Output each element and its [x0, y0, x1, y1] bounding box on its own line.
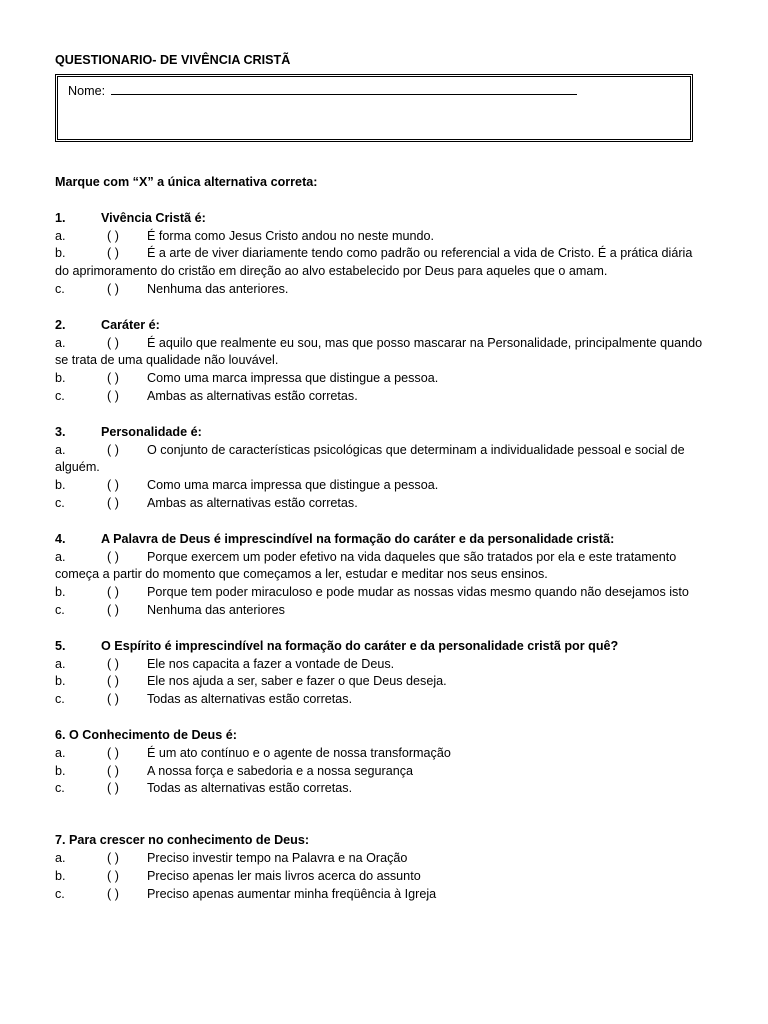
option-a — [55, 745, 707, 763]
option-text: Ele nos capacita a fazer a vontade de Deus. — [147, 656, 395, 671]
option-a — [55, 850, 707, 868]
answer-checkbox[interactable]: ( ) — [107, 602, 119, 617]
option-b — [55, 477, 707, 495]
option-b — [55, 763, 707, 781]
option-text: Porque exercem um poder efetivo na vida daqueles que são tratados por ela e este tratamento começa a partir do momento que começamos a ler, estudar e meditar nos seus ensinos. — [55, 549, 677, 582]
question-text: 6. O Conhecimento de Deus é: — [55, 727, 237, 742]
name-row — [68, 81, 680, 101]
question-text: A Palavra de Deus é imprescindível na formação do caráter e da personalidade cristã: — [101, 531, 615, 546]
option-letter: a. — [55, 228, 66, 243]
option-b — [55, 673, 707, 691]
option-text: Preciso apenas aumentar minha freqüência à Igreja — [147, 886, 437, 901]
answer-checkbox[interactable]: ( ) — [107, 692, 119, 707]
page-title: QUESTIONARIO- DE VIVÊNCIA CRISTÃ — [55, 53, 291, 67]
option-b — [55, 245, 707, 281]
option-letter: b. — [55, 868, 66, 883]
question-heading — [55, 317, 707, 335]
option-a — [55, 442, 707, 478]
option-letter: a. — [55, 745, 66, 760]
option-letter: c. — [55, 388, 65, 403]
name-box — [55, 74, 693, 142]
question-number: 1. — [55, 210, 66, 225]
option-c — [55, 780, 707, 798]
option-text: Todas as alternativas estão corretas. — [147, 781, 353, 796]
answer-checkbox[interactable]: ( ) — [107, 674, 119, 689]
question-text: 7. Para crescer no conhecimento de Deus: — [55, 833, 310, 848]
answer-checkbox[interactable]: ( ) — [107, 585, 119, 600]
answer-checkbox[interactable]: ( ) — [107, 388, 119, 403]
option-letter: b. — [55, 674, 66, 689]
option-letter: a. — [55, 442, 66, 457]
option-letter: a. — [55, 549, 66, 564]
question-number: 5. — [55, 638, 66, 653]
answer-checkbox[interactable]: ( ) — [107, 656, 119, 671]
option-text: É a arte de viver diariamente tendo como padrão ou referencial a vida de Cristo. É a prática diária do aprimoramento do cristão em direção ao alvo estabelecido por Deus para aqueles que o amam. — [55, 246, 693, 279]
option-a — [55, 549, 707, 585]
option-letter: c. — [55, 602, 65, 617]
option-c — [55, 691, 707, 709]
option-text: Ambas as alternativas estão corretas. — [147, 495, 358, 510]
question-6 — [55, 727, 707, 798]
question-text: Vivência Cristã é: — [101, 210, 206, 225]
option-letter: b. — [55, 585, 66, 600]
answer-checkbox[interactable]: ( ) — [107, 281, 119, 296]
option-c — [55, 495, 707, 513]
option-a — [55, 228, 707, 246]
question-heading — [55, 638, 707, 656]
question-4 — [55, 531, 707, 620]
option-text: Ambas as alternativas estão corretas. — [147, 388, 358, 403]
question-heading — [55, 832, 707, 850]
answer-checkbox[interactable]: ( ) — [107, 549, 119, 564]
option-text: Ele nos ajuda a ser, saber e fazer o que Deus deseja. — [147, 674, 447, 689]
option-letter: c. — [55, 692, 65, 707]
question-heading — [55, 210, 707, 228]
question-3 — [55, 424, 707, 513]
question-number: 2. — [55, 317, 66, 332]
option-letter: c. — [55, 781, 65, 796]
question-heading — [55, 424, 707, 442]
option-text: Preciso apenas ler mais livros acerca do assunto — [147, 868, 421, 883]
question-list — [55, 210, 707, 904]
option-text: É aquilo que realmente eu sou, mas que posso mascarar na Personalidade, principalmente quando se trata de uma qualidade não louvável. — [55, 335, 703, 368]
question-1 — [55, 210, 707, 299]
answer-checkbox[interactable]: ( ) — [107, 495, 119, 510]
option-letter: b. — [55, 371, 66, 386]
answer-checkbox[interactable]: ( ) — [107, 228, 119, 243]
answer-checkbox[interactable]: ( ) — [107, 335, 119, 350]
option-b — [55, 370, 707, 388]
option-c — [55, 281, 707, 299]
option-c — [55, 388, 707, 406]
option-c — [55, 602, 707, 620]
question-number: 4. — [55, 531, 66, 546]
question-heading — [55, 531, 707, 549]
question-number: 3. — [55, 424, 66, 439]
question-2 — [55, 317, 707, 406]
answer-checkbox[interactable]: ( ) — [107, 371, 119, 386]
option-a — [55, 335, 707, 371]
option-letter: c. — [55, 886, 65, 901]
option-text: Nenhuma das anteriores — [147, 602, 285, 617]
question-text: Caráter é: — [101, 317, 160, 332]
answer-checkbox[interactable]: ( ) — [107, 886, 119, 901]
answer-checkbox[interactable]: ( ) — [107, 850, 119, 865]
option-letter: a. — [55, 850, 66, 865]
question-text: O Espírito é imprescindível na formação do caráter e da personalidade cristã por quê? — [101, 638, 619, 653]
option-letter: c. — [55, 281, 65, 296]
name-field[interactable] — [111, 81, 577, 95]
option-b — [55, 868, 707, 886]
answer-checkbox[interactable]: ( ) — [107, 442, 119, 457]
option-c — [55, 886, 707, 904]
option-text: Nenhuma das anteriores. — [147, 281, 289, 296]
option-text: Todas as alternativas estão corretas. — [147, 692, 353, 707]
question-7 — [55, 832, 707, 903]
option-text: Como uma marca impressa que distingue a pessoa. — [147, 478, 439, 493]
question-5 — [55, 638, 707, 709]
option-letter: a. — [55, 656, 66, 671]
answer-checkbox[interactable]: ( ) — [107, 781, 119, 796]
answer-checkbox[interactable]: ( ) — [107, 745, 119, 760]
option-letter: c. — [55, 495, 65, 510]
answer-checkbox[interactable]: ( ) — [107, 478, 119, 493]
option-text: Porque tem poder miraculoso e pode mudar as nossas vidas mesmo quando não desejamos isto — [147, 585, 689, 600]
option-letter: b. — [55, 246, 66, 261]
option-text: Como uma marca impressa que distingue a pessoa. — [147, 371, 439, 386]
option-a — [55, 656, 707, 674]
name-label: Nome: — [68, 84, 106, 98]
document-page — [55, 50, 707, 903]
answer-checkbox[interactable]: ( ) — [107, 763, 119, 778]
option-letter: b. — [55, 478, 66, 493]
instruction: Marque com “X” a única alternativa correta: — [55, 175, 318, 189]
option-letter: b. — [55, 763, 66, 778]
answer-checkbox[interactable]: ( ) — [107, 868, 119, 883]
answer-checkbox[interactable]: ( ) — [107, 246, 119, 261]
option-b — [55, 584, 707, 602]
option-text: É um ato contínuo e o agente de nossa transformação — [147, 745, 451, 760]
option-text: O conjunto de características psicológicas que determinam a individualidade pessoal e social de alguém. — [55, 442, 685, 475]
question-text: Personalidade é: — [101, 424, 202, 439]
option-text: Preciso investir tempo na Palavra e na Oração — [147, 850, 408, 865]
question-heading — [55, 727, 707, 745]
option-text: A nossa força e sabedoria e a nossa segurança — [147, 763, 414, 778]
option-letter: a. — [55, 335, 66, 350]
option-text: É forma como Jesus Cristo andou no neste mundo. — [147, 228, 435, 243]
